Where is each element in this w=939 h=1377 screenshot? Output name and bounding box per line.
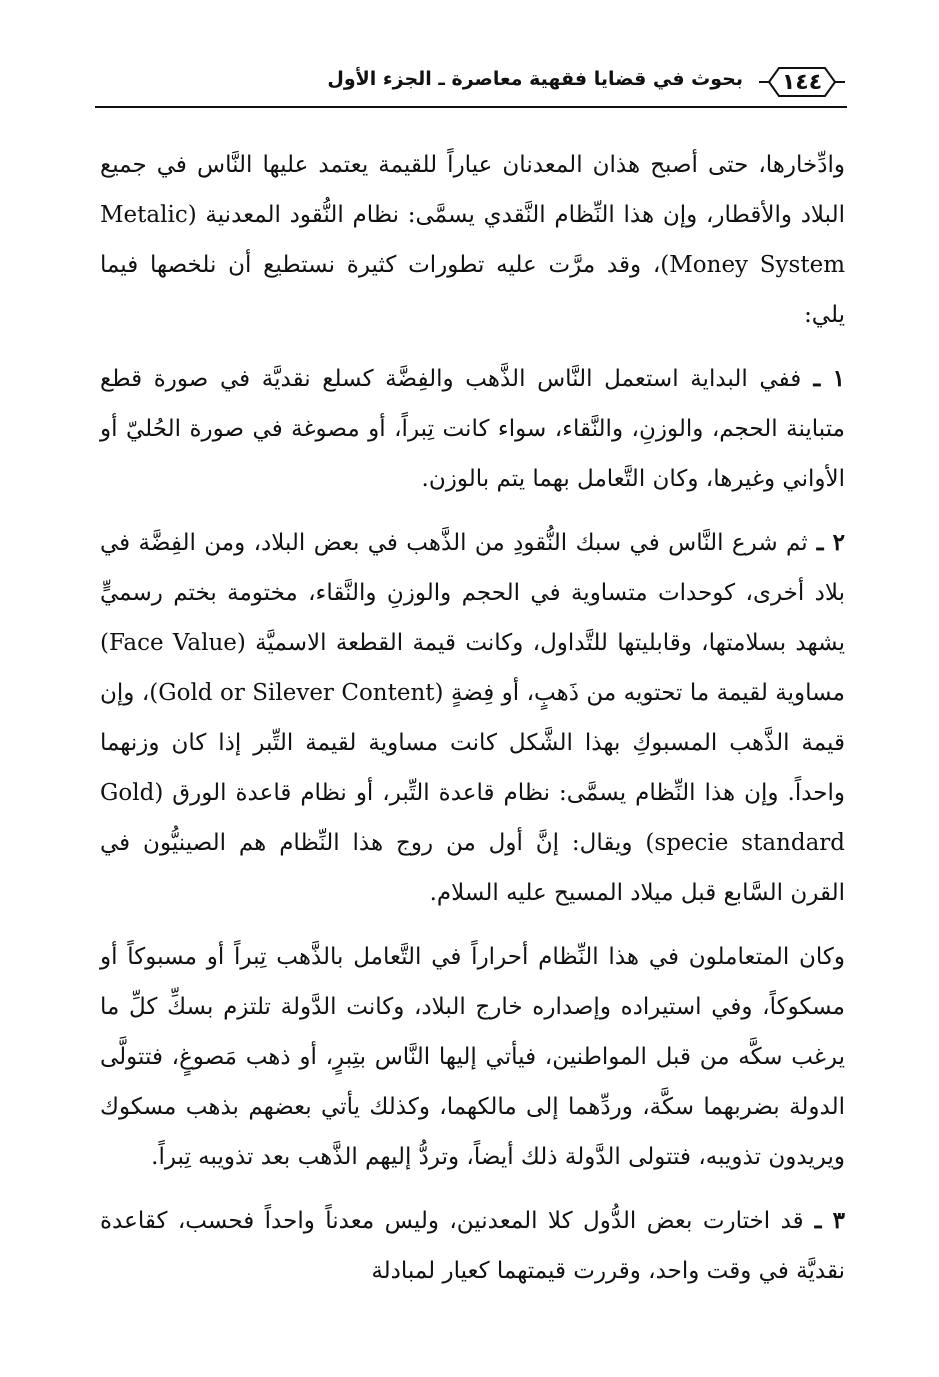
page-number: ١٤٤: [781, 69, 823, 95]
page-number-frame: [757, 62, 847, 102]
paragraph-text: وادِّخارها، حتى أصبح هذان المعدنان عياراً للقيمة يعتمد عليها النَّاس في جميع البلاد والأقطار، وإن هذا النِّظام النَّقدي يسمَّى: نظام النُّقود المعدنية (Metalic Money System)، وقد مرَّت عليه تطورات كثيرة نستطيع أن نلخصها فيما يلي:: [100, 152, 846, 328]
running-title: بحوث في قضايا فقهية معاصرة ـ الجزء الأول: [327, 68, 743, 90]
paragraph-text: قد اختارت بعض الدُّول كلا المعدنين، وليس معدناً واحداً فحسب، كقاعدة نقديَّة في وقت واحد، وقررت قيمتهما كعيار لمبادلة: [100, 1208, 845, 1284]
body-text: [100, 140, 845, 1296]
paragraph-text: ثم شرع النَّاس في سبك النُّقودِ من الذَّهب في بعض البلاد، ومن الفِضَّة في بلاد أخرى، كوحدات متساوية في الحجم والوزنِ والنَّقاء، مختومة بختم رسميٍّ يشهد بسلامتها، وقابليتها للتَّداول، وكانت قيمة القطعة الاسميَّة (Face Value) مساوية لقيمة ما تحتويه من ذَهبٍ، أو فِضةٍ (Gold or Silever Content)، وإن قيمة الذَّهب المسبوكِ بهذا الشَّكل كانت مساوية لقيمة التِّبر إذا كان وزنهما واحداً. وإن هذا النِّظام يسمَّى: نظام قاعدة التِّبر، أو نظام قاعدة الورق (Gold specie standard) ويقال: إنَّ أول من روج هذا النِّظام هم الصينيُّون في القرن السَّابع قبل ميلاد المسيح عليه السلام.: [100, 530, 846, 906]
paragraph: [100, 932, 845, 1182]
paragraph-number: ٣ ـ: [803, 1207, 845, 1234]
paragraph-number: ١ ـ: [801, 365, 845, 392]
paragraph-text: وكان المتعاملون في هذا النِّظام أحراراً في التَّعامل بالذَّهب تِبراً أو مسبوكاً أو مسكوكاً، وفي استيراده وإصداره خارج البلاد، وكانت الدَّولة تلتزم بسكِّ كلِّ ما يرغب سكَّه من قبل المواطنين، فيأتي إليها النَّاس بتِبرٍ، أو ذهب مَصوغٍ، فتتولَّى الدولة بضربهما سكَّة، وردِّهما إلى مالكهما، وكذلك يأتي بعضهم بذهب مسكوك ويريدون تذويبه، فتتولى الدَّولة ذلك أيضاً، وتردُّ إليهم الذَّهب بعد تذويبه تِبراً.: [100, 944, 845, 1170]
page-header: [95, 62, 847, 108]
paragraph: [100, 354, 845, 504]
header-divider: [95, 106, 847, 108]
paragraph: [100, 518, 845, 918]
paragraph-number: ٢ ـ: [807, 529, 845, 556]
paragraph: [100, 140, 845, 340]
paragraph-text: ففي البداية استعمل النَّاس الذَّهب والفِضَّة كسلع نقديَّة في صورة قطع متباينة الحجم، والوزنِ، والنَّقاء، سواء كانت تِبراً، أو مصوغة في صورة الحُليّ أو الأواني وغيرها، وكان التَّعامل بهما يتم بالوزن.: [100, 366, 845, 492]
paragraph: [100, 1196, 845, 1296]
